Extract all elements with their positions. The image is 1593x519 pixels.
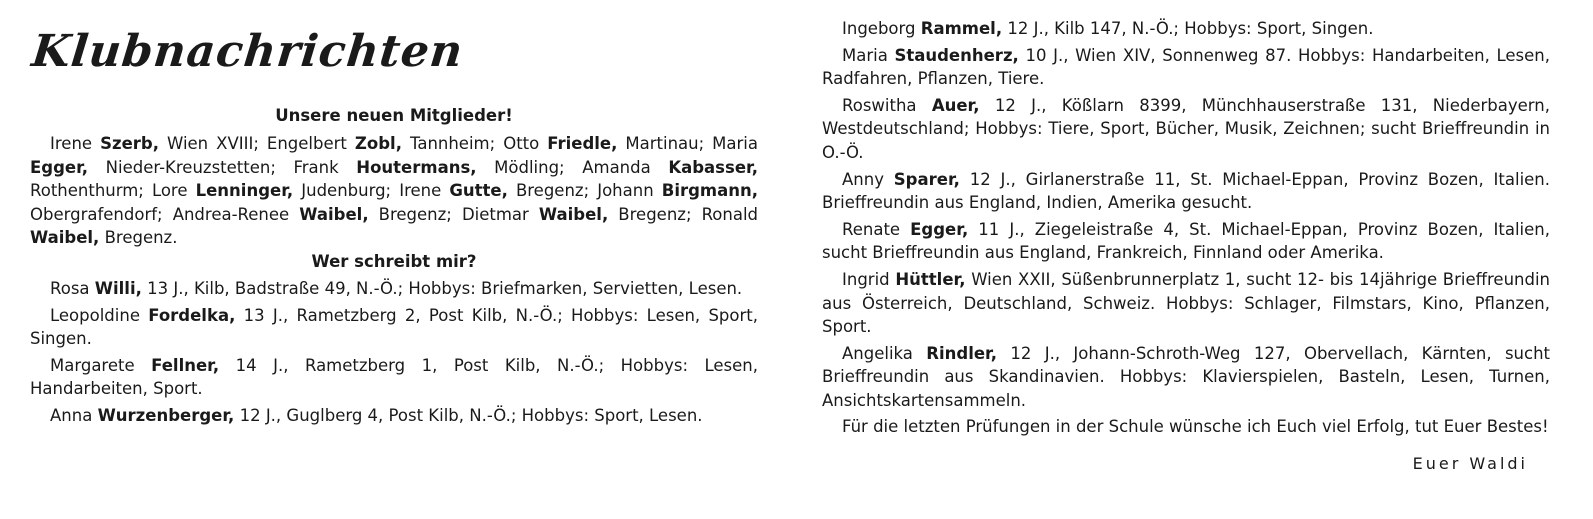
member-place: Rothenthurm; (30, 181, 152, 201)
right-column (822, 0, 1550, 473)
entry-first-name: Maria (842, 45, 888, 65)
member-item (152, 181, 399, 200)
member-item (462, 205, 702, 224)
entry-details: 10 J., Wien XIV, Sonnenweg 87. Hobbys: Handarbeiten, Lesen, Radfahren, Pflanzen, Tiere. (822, 45, 1550, 89)
entry-first-name: Rosa (50, 278, 90, 298)
entry-last-name: Willi, (94, 278, 142, 298)
new-members-heading: Unsere neuen Mitglieder! (275, 106, 513, 125)
member-item (267, 134, 503, 153)
member-last-name: Waibel, (30, 228, 100, 248)
entry-first-name: Roswitha (842, 95, 917, 115)
penpal-entry (822, 44, 1550, 91)
masthead-title: Klubnachrichten (29, 26, 466, 77)
entry-last-name: Rindler, (926, 343, 998, 363)
member-place: Tannheim; (401, 134, 504, 153)
entry-details: 11 J., Ziegeleistraße 4, St. Michael-Eppan, Provinz Bozen, Italien, sucht Brieffreundin aus England, Frankreich, Finnland oder Amerika. (822, 219, 1550, 263)
member-item (293, 158, 582, 177)
entry-last-name: Egger, (910, 219, 969, 239)
member-first-name: Amanda (582, 157, 651, 177)
entry-details: 12 J., Guglberg 4, Post Kilb, N.-Ö.; Hobbys: Sport, Lesen. (234, 405, 703, 425)
closing-message: Für die letzten Prüfungen in der Schule wünsche ich Euch viel Erfolg, tut Euer Bestes! (842, 416, 1549, 436)
entry-last-name: Staudenherz, (894, 45, 1019, 65)
member-last-name: Kabasser, (668, 157, 758, 177)
member-item (399, 181, 597, 200)
entry-details: Wien XXII, Süßenbrunnerplatz 1, sucht 12- bis 14jährige Brieffreundin aus Österreich, Deutschland, Schweiz. Hobbys: Schlager, Filmstars, Kino, Pflanzen, Sport. (822, 269, 1551, 337)
penpal-entry (822, 218, 1550, 265)
entry-first-name: Ingrid (842, 269, 890, 289)
entry-last-name: Hüttler, (895, 269, 966, 289)
entry-last-name: Fellner, (151, 355, 220, 375)
member-place: Bregenz. (99, 228, 178, 248)
penpal-entry (30, 404, 758, 428)
member-place: Bregenz; (507, 181, 598, 201)
entry-first-name: Leopoldine (50, 305, 140, 325)
entry-first-name: Renate (842, 219, 901, 239)
penpal-entry (822, 17, 1550, 41)
member-last-name: Waibel, (299, 204, 369, 224)
left-column (30, 0, 758, 428)
penpal-entry (30, 354, 758, 401)
member-last-name: Birgmann, (661, 181, 759, 201)
member-place: Judenburg; (293, 181, 400, 201)
member-last-name: Friedle, (547, 134, 618, 153)
member-place: Obergrafendorf; (30, 204, 173, 224)
penpal-entry (822, 268, 1550, 339)
member-first-name: Otto (503, 134, 540, 153)
member-item (50, 134, 267, 153)
entry-details: 12 J., Girlanerstraße 11, St. Michael-Eppan, Provinz Bozen, Italien. Brieffreundin aus England, Indien, Amerika gesucht. (822, 169, 1551, 213)
signature: Euer Waldi (1412, 454, 1528, 474)
entry-details: 12 J., Kilb 147, N.-Ö.; Hobbys: Sport, Singen. (1002, 19, 1374, 38)
penpal-entry (30, 277, 758, 301)
member-place: Bregenz; (368, 204, 462, 224)
member-item (173, 205, 462, 224)
member-first-name: Johann (597, 181, 654, 201)
penpal-entries-left (30, 277, 758, 428)
entry-first-name: Angelika (842, 343, 913, 363)
penpal-entry (822, 342, 1550, 413)
penpal-entry (822, 94, 1550, 165)
member-last-name: Gutte, (449, 181, 508, 201)
member-first-name: Maria (712, 134, 758, 153)
member-first-name: Irene (399, 181, 442, 201)
entry-last-name: Wurzenberger, (97, 405, 235, 425)
member-first-name: Lore (151, 181, 188, 201)
entry-details: 12 J., Johann-Schroth-Weg 127, Obervellach, Kärnten, sucht Brieffreundin aus Skandinavien. Hobbys: Klavierspielen, Basteln, Lesen, Turnen, Ansichtskartensammeln. (822, 343, 1550, 410)
penpals-heading: Wer schreibt mir? (311, 251, 477, 271)
penpal-entry (30, 304, 758, 351)
member-last-name: Zobl, (354, 134, 402, 153)
entry-details: 14 J., Rametzberg 1, Post Kilb, N.-Ö.; Hobbys: Lesen, Handarbeiten, Sport. (30, 355, 759, 399)
entry-first-name: Ingeborg (842, 19, 916, 38)
entry-first-name: Anna (50, 405, 93, 425)
entry-last-name: Sparer, (893, 169, 960, 189)
member-first-name: Dietmar (461, 204, 529, 224)
entry-first-name: Anny (842, 169, 884, 189)
entry-details: 13 J., Kilb, Badstraße 49, N.-Ö.; Hobbys: Briefmarken, Servietten, Lesen. (141, 278, 743, 298)
member-place: Nieder-Kreuzstetten; (88, 157, 294, 177)
member-first-name: Ronald (701, 204, 759, 224)
entry-first-name: Margarete (50, 355, 135, 375)
member-last-name: Lenninger, (195, 181, 294, 201)
entry-details: 12 J., Kößlarn 8399, Münchhauserstraße 131, Niederbayern, Westdeutschland; Hobbys: Tiere, Sport, Bücher, Musik, Zeichnen; sucht Brieffreundin in O.-Ö. (822, 95, 1550, 162)
member-last-name: Szerb, (100, 134, 159, 153)
member-first-name: Engelbert (266, 134, 347, 153)
entry-last-name: Rammel, (920, 19, 1003, 38)
member-first-name: Andrea-Renee (172, 204, 290, 224)
member-first-name: Frank (293, 157, 339, 177)
member-place: Mödling; (476, 157, 583, 177)
member-last-name: Egger, (30, 157, 89, 177)
member-place: Wien XVIII; (158, 134, 267, 153)
penpal-entry (822, 168, 1550, 215)
member-last-name: Waibel, (538, 204, 609, 224)
new-members-list (30, 132, 758, 250)
member-place: Bregenz; (608, 204, 702, 224)
member-item (503, 134, 712, 153)
member-place: Martinau; (617, 134, 713, 153)
entry-last-name: Auer, (931, 95, 980, 115)
member-first-name: Irene (50, 134, 93, 153)
entry-last-name: Fordelka, (148, 305, 236, 325)
member-last-name: Houtermans, (356, 157, 477, 177)
penpal-entries-right (822, 17, 1550, 413)
entry-details: 13 J., Rametzberg 2, Post Kilb, N.-Ö.; Hobbys: Lesen, Sport, Singen. (30, 305, 758, 349)
